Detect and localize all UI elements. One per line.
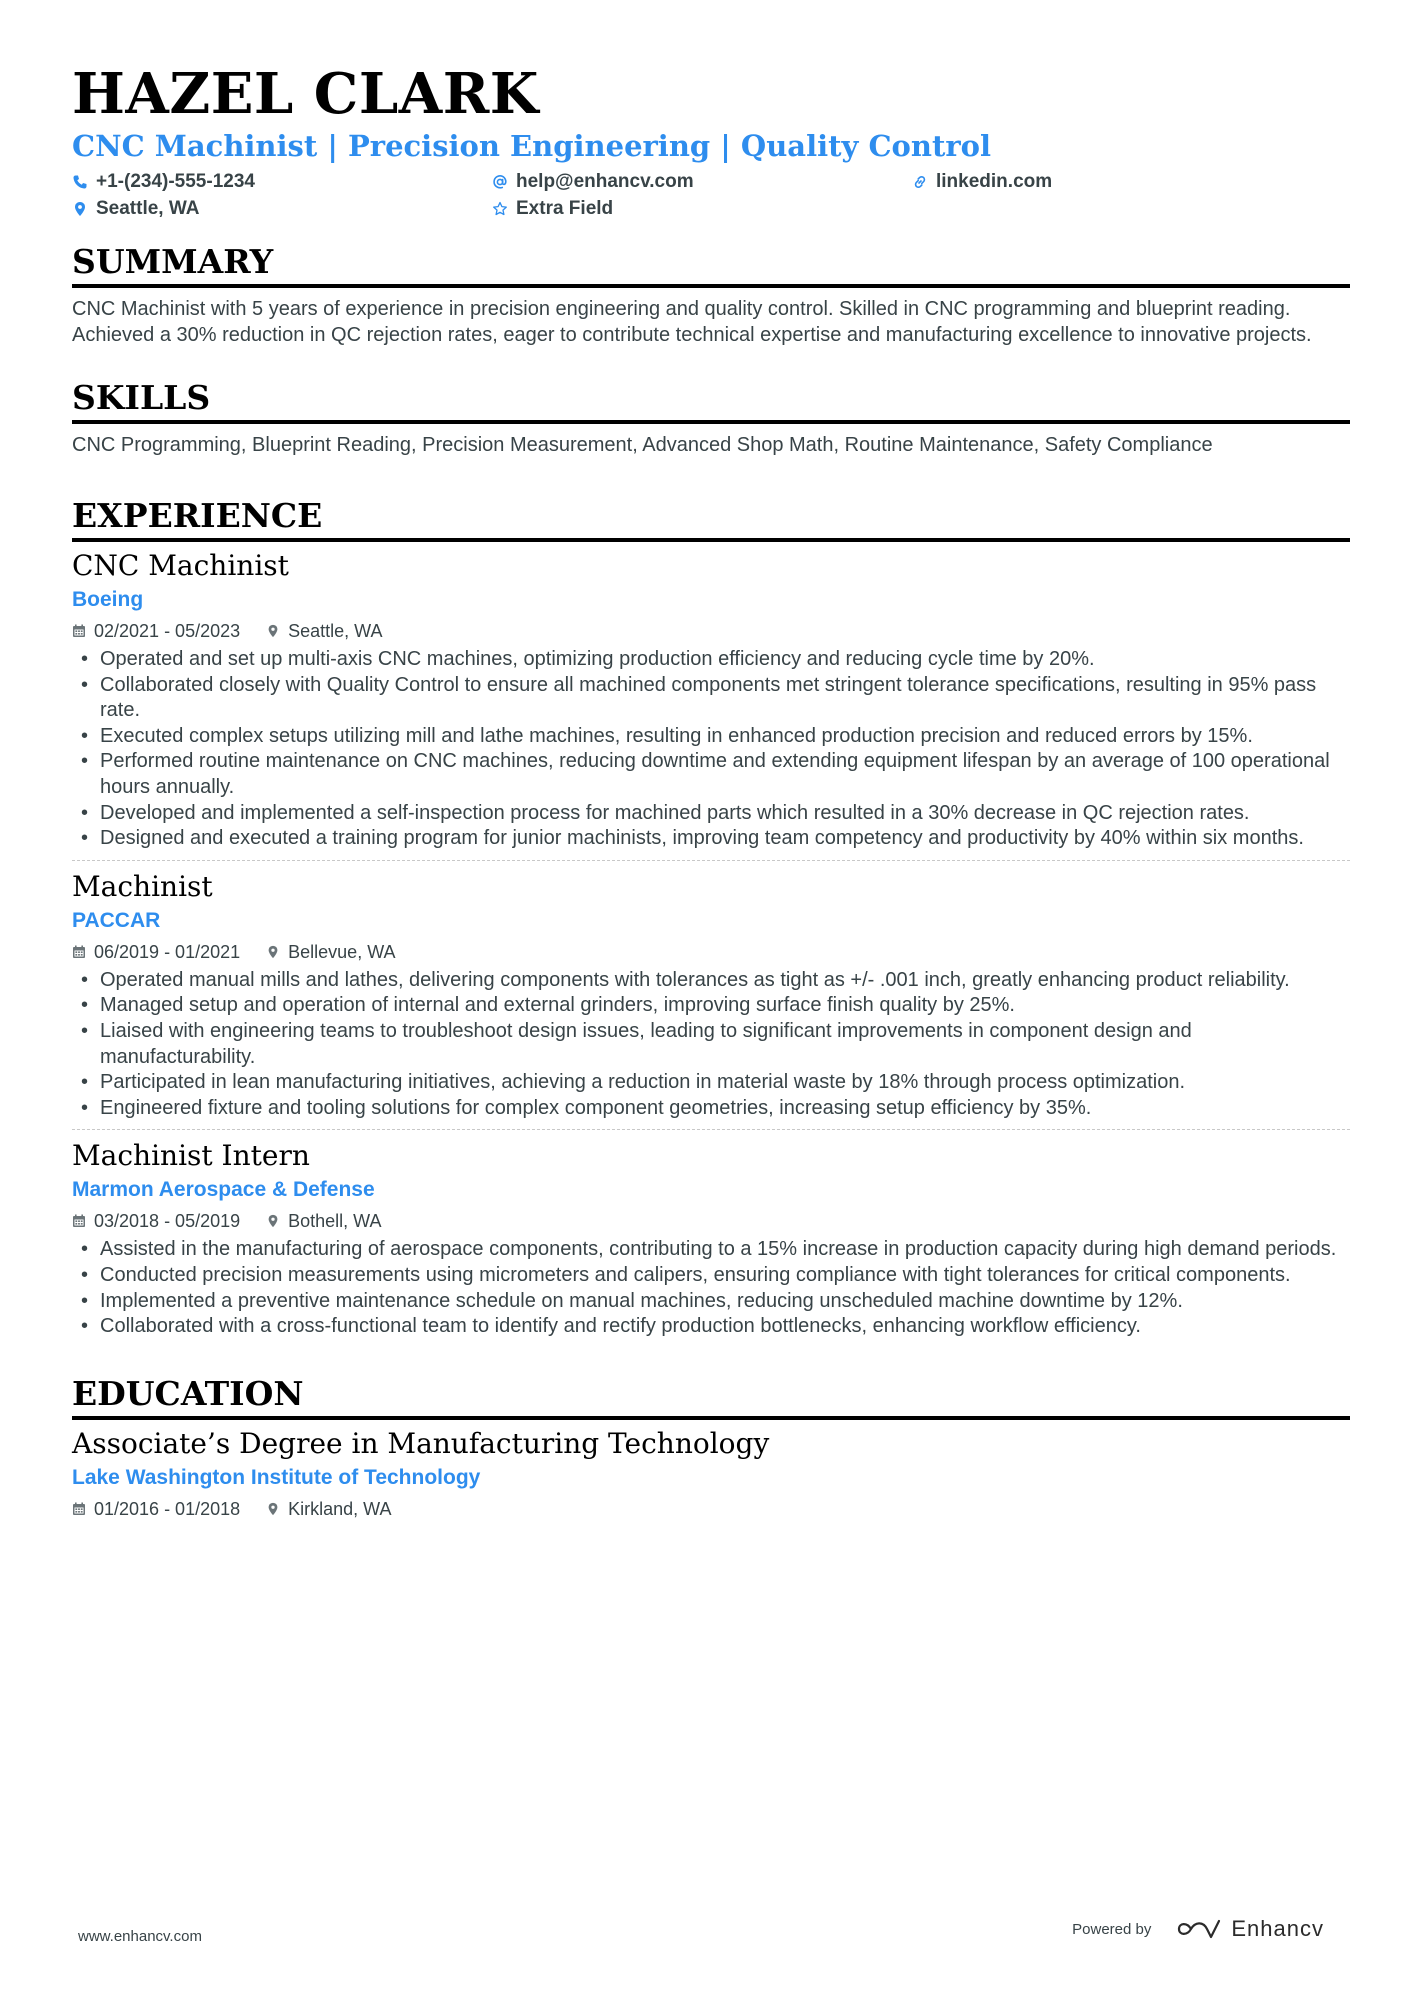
enhancv-logo[interactable] bbox=[1177, 1916, 1324, 1942]
contact-linkedin[interactable] bbox=[912, 170, 1332, 193]
location-pin-icon bbox=[266, 624, 280, 638]
candidate-headline: CNC Machinist | Precision Engineering | Quality Control bbox=[72, 129, 991, 163]
job-location bbox=[266, 940, 395, 964]
powered-by-label: Powered by bbox=[1072, 1920, 1152, 1938]
company-name: Marmon Aerospace & Defense bbox=[72, 1178, 375, 1202]
job-title: Machinist bbox=[72, 869, 213, 903]
skills-title: SKILLS bbox=[72, 378, 1350, 424]
bullet-item: • Conducted precision measurements using micrometers and calipers, ensuring compliance with tight tolerances for critical components. bbox=[72, 1263, 1350, 1289]
location-pin-icon bbox=[266, 1214, 280, 1228]
dates-text: 01/2016 - 01/2018 bbox=[94, 1498, 241, 1519]
job-meta bbox=[72, 619, 1350, 643]
phone-text: +1-(234)-555-1234 bbox=[96, 171, 255, 192]
experience-title: EXPERIENCE bbox=[72, 496, 1350, 542]
linkedin-text: linkedin.com bbox=[936, 171, 1053, 192]
job-bullets bbox=[72, 968, 1350, 1122]
bullet-item: • Collaborated closely with Quality Control to ensure all machined components met stringent tolerance specifications, resulting in 95% pass rate. bbox=[72, 673, 1350, 724]
education-entry bbox=[72, 1420, 1350, 1529]
summary-text: CNC Machinist with 5 years of experience in precision engineering and quality control. Skilled in CNC programming and blueprint reading. Achieved a 30% reduction in QC rejection rates, eager to contribute technical expertise and manufacturing excellence to innovative projects. bbox=[72, 298, 1312, 346]
job-location bbox=[266, 1209, 381, 1233]
job-bullets bbox=[72, 1237, 1350, 1339]
company-name: Boeing bbox=[72, 588, 144, 611]
experience-entry bbox=[72, 542, 1350, 860]
bullet-item: • Developed and implemented a self-inspection process for machined parts which resulted in a 30% decrease in QC rejection rates. bbox=[72, 801, 1350, 827]
calendar-icon bbox=[72, 1502, 86, 1516]
footer-branding bbox=[1072, 1916, 1324, 1942]
job-meta bbox=[72, 940, 1350, 964]
brand-name: Enhancv bbox=[1231, 1916, 1324, 1941]
bullet-item: • Participated in lean manufacturing initiatives, achieving a reduction in material waste by 18% through process optimization. bbox=[72, 1070, 1350, 1096]
location-text: Bellevue, WA bbox=[288, 941, 396, 962]
bullet-item: • Assisted in the manufacturing of aerospace components, contributing to a 15% increase in production capacity during high demand periods. bbox=[72, 1237, 1350, 1263]
experience-entry bbox=[72, 860, 1350, 1130]
school-name: Lake Washington Institute of Technology bbox=[72, 1465, 481, 1489]
location-text: Seattle, WA bbox=[288, 621, 383, 641]
dates-text: 03/2018 - 05/2019 bbox=[94, 1211, 241, 1232]
job-title: CNC Machinist bbox=[72, 549, 289, 582]
location-pin-icon bbox=[266, 1502, 280, 1516]
experience-entry bbox=[72, 1129, 1350, 1347]
bullet-item: • Executed complex setups utilizing mill and lathe machines, resulting in enhanced production precision and reduced errors by 15%. bbox=[72, 724, 1350, 750]
company-name: PACCAR bbox=[72, 908, 161, 932]
education-meta bbox=[72, 1497, 1350, 1521]
email-text: help@enhancv.com bbox=[516, 171, 694, 192]
summary-section bbox=[72, 242, 1350, 348]
location-pin-icon bbox=[72, 201, 88, 217]
bullet-item: • Managed setup and operation of internal and external grinders, improving surface finish quality by 25%. bbox=[72, 993, 1350, 1019]
resume-page bbox=[72, 62, 1350, 1529]
education-dates bbox=[72, 1497, 240, 1521]
degree-title: Associate’s Degree in Manufacturing Technology bbox=[72, 1426, 770, 1460]
footer-website[interactable]: www.enhancv.com bbox=[78, 1928, 202, 1945]
at-icon bbox=[492, 174, 508, 190]
contact-extra bbox=[492, 197, 912, 220]
location-text: Bothell, WA bbox=[288, 1211, 382, 1232]
education-title: EDUCATION bbox=[72, 1374, 1350, 1420]
location-pin-icon bbox=[266, 945, 280, 959]
calendar-icon bbox=[72, 624, 86, 638]
dates-text: 06/2019 - 01/2021 bbox=[94, 941, 241, 962]
location-text: Kirkland, WA bbox=[288, 1498, 392, 1519]
contact-phone[interactable] bbox=[72, 170, 492, 193]
summary-title: SUMMARY bbox=[72, 242, 1350, 288]
job-location bbox=[266, 619, 382, 643]
extra-field-text: Extra Field bbox=[516, 198, 614, 219]
bullet-item: • Designed and executed a training program for junior machinists, improving team competency and productivity by 40% within six months. bbox=[72, 826, 1350, 852]
bullet-item: • Liaised with engineering teams to troubleshoot design issues, leading to significant improvements in component design and manufacturability. bbox=[72, 1019, 1350, 1070]
contact-email[interactable] bbox=[492, 170, 912, 193]
bullet-item: • Operated manual mills and lathes, delivering components with tolerances as tight as +/- .001 inch, greatly enhancing product reliability. bbox=[72, 968, 1350, 994]
star-icon bbox=[492, 201, 508, 217]
bullet-item: • Operated and set up multi-axis CNC machines, optimizing production efficiency and reducing cycle time by 20%. bbox=[72, 647, 1350, 673]
bullet-item: • Collaborated with a cross-functional team to identify and rectify production bottlenecks, enhancing workflow efficiency. bbox=[72, 1314, 1350, 1340]
job-meta bbox=[72, 1209, 1350, 1233]
skills-section bbox=[72, 378, 1350, 458]
job-bullets bbox=[72, 647, 1350, 852]
job-dates bbox=[72, 1209, 240, 1233]
resume-header bbox=[72, 62, 1350, 220]
job-dates bbox=[72, 940, 240, 964]
experience-section bbox=[72, 496, 1350, 1348]
contact-location bbox=[72, 197, 492, 220]
bullet-item: • Performed routine maintenance on CNC machines, reducing downtime and extending equipment lifespan by an average of 100 operational hours annually. bbox=[72, 749, 1350, 800]
calendar-icon bbox=[72, 945, 86, 959]
job-dates bbox=[72, 619, 240, 643]
candidate-name: HAZEL CLARK bbox=[72, 61, 539, 127]
dates-text: 02/2021 - 05/2023 bbox=[94, 621, 241, 641]
calendar-icon bbox=[72, 1214, 86, 1228]
bullet-item: • Implemented a preventive maintenance schedule on manual machines, reducing unscheduled machine downtime by 12%. bbox=[72, 1289, 1350, 1315]
enhancv-logo-icon bbox=[1177, 1917, 1221, 1941]
link-icon bbox=[912, 174, 928, 190]
job-title: Machinist Intern bbox=[72, 1139, 310, 1173]
bullet-item: • Engineered fixture and tooling solutions for complex component geometries, increasing setup efficiency by 35%. bbox=[72, 1096, 1350, 1122]
education-location bbox=[266, 1497, 391, 1521]
education-section bbox=[72, 1374, 1350, 1529]
contact-info bbox=[72, 170, 1350, 220]
location-text: Seattle, WA bbox=[96, 198, 200, 219]
skills-text: CNC Programming, Blueprint Reading, Precision Measurement, Advanced Shop Math, Routine Maintenance, Safety Compliance bbox=[72, 434, 1213, 456]
phone-icon bbox=[72, 174, 88, 190]
